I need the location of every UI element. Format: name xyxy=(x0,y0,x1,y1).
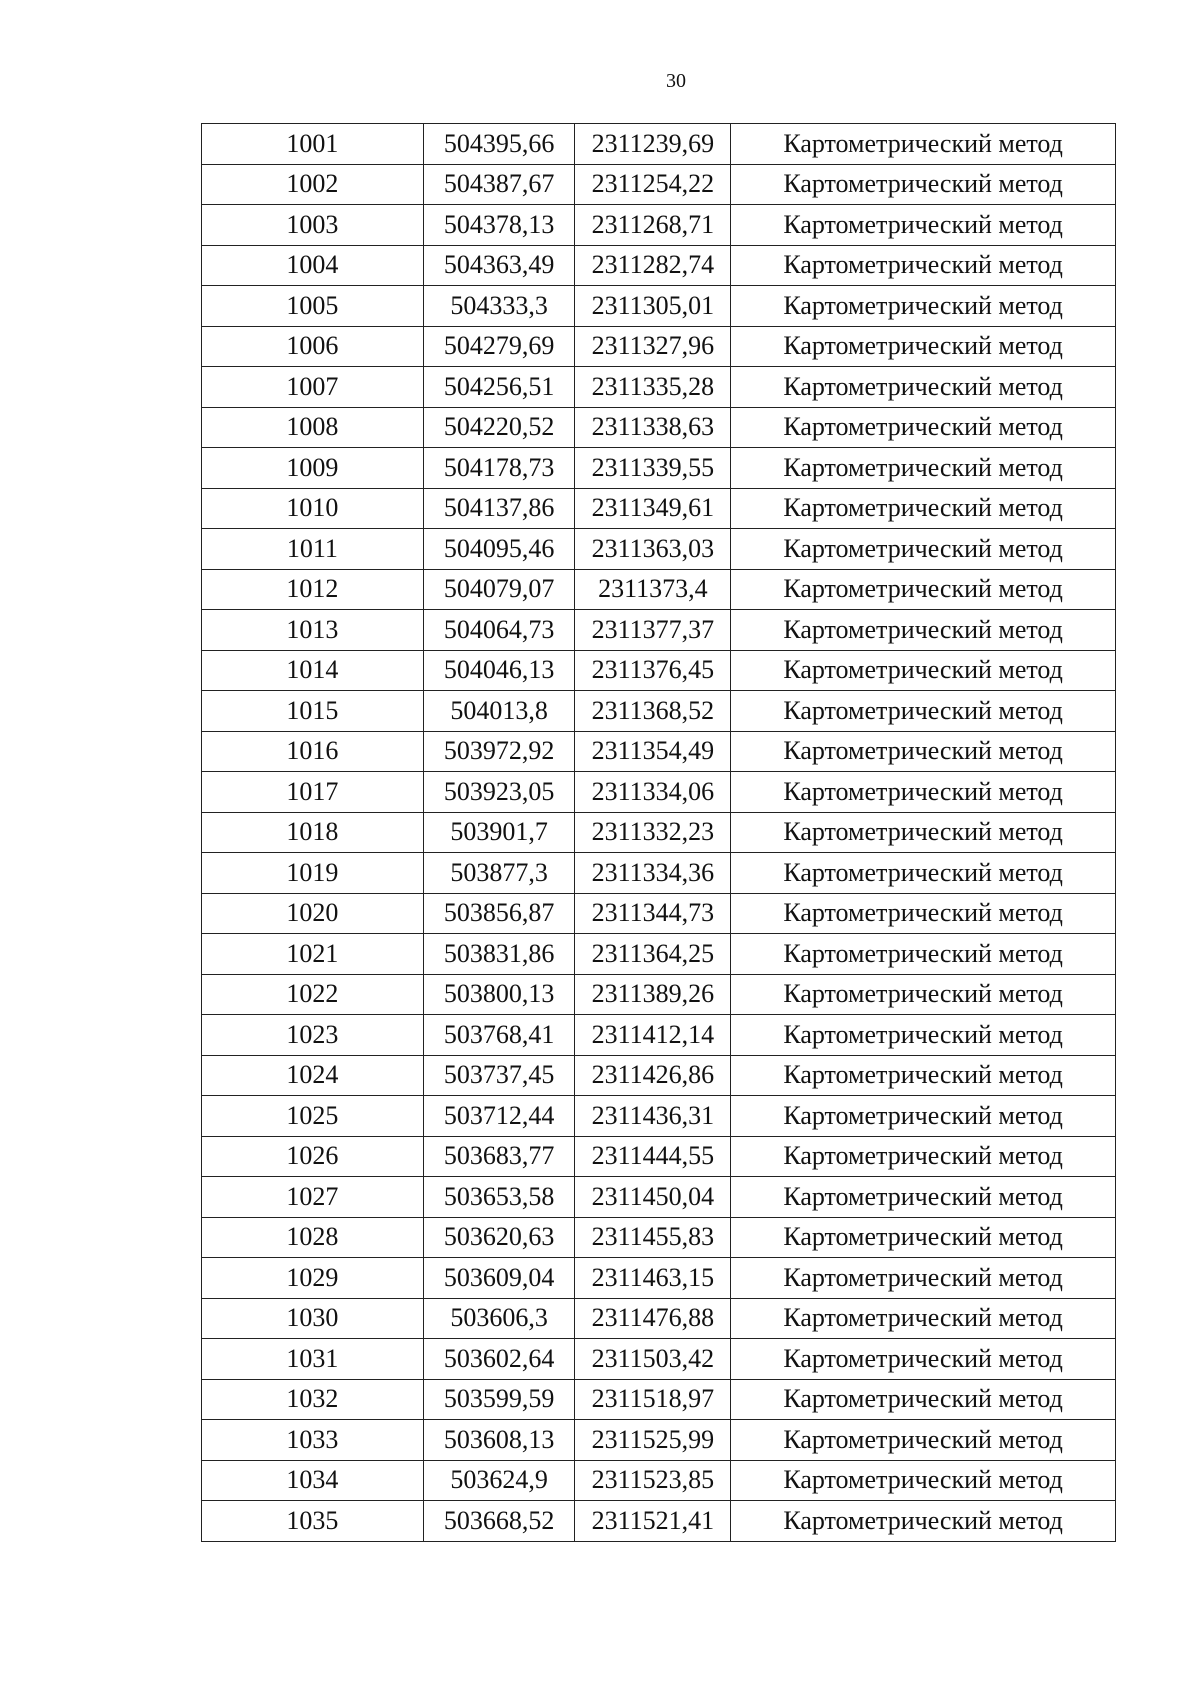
point-number-cell: 1018 xyxy=(202,812,424,853)
table-row xyxy=(202,893,1116,934)
table-row xyxy=(202,1015,1116,1056)
x-coordinate-cell: 503972,92 xyxy=(423,731,575,772)
point-number-cell: 1020 xyxy=(202,893,424,934)
table-row xyxy=(202,124,1116,165)
y-coordinate-cell: 2311332,23 xyxy=(575,812,731,853)
method-cell: Картометрический метод xyxy=(731,1136,1116,1177)
x-coordinate-cell: 504387,67 xyxy=(423,164,575,205)
point-number-cell: 1022 xyxy=(202,974,424,1015)
y-coordinate-cell: 2311476,88 xyxy=(575,1298,731,1339)
x-coordinate-cell: 503683,77 xyxy=(423,1136,575,1177)
table-row xyxy=(202,772,1116,813)
y-coordinate-cell: 2311268,71 xyxy=(575,205,731,246)
point-number-cell: 1025 xyxy=(202,1096,424,1137)
table-row xyxy=(202,529,1116,570)
method-cell: Картометрический метод xyxy=(731,1217,1116,1258)
point-number-cell: 1003 xyxy=(202,205,424,246)
point-number-cell: 1013 xyxy=(202,610,424,651)
table-row xyxy=(202,1379,1116,1420)
y-coordinate-cell: 2311436,31 xyxy=(575,1096,731,1137)
table-row xyxy=(202,1136,1116,1177)
point-number-cell: 1030 xyxy=(202,1298,424,1339)
method-cell: Картометрический метод xyxy=(731,691,1116,732)
y-coordinate-cell: 2311525,99 xyxy=(575,1420,731,1461)
y-coordinate-cell: 2311334,36 xyxy=(575,853,731,894)
point-number-cell: 1007 xyxy=(202,367,424,408)
x-coordinate-cell: 503831,86 xyxy=(423,934,575,975)
method-cell: Картометрический метод xyxy=(731,610,1116,651)
method-cell: Картометрический метод xyxy=(731,286,1116,327)
y-coordinate-cell: 2311518,97 xyxy=(575,1379,731,1420)
table-row xyxy=(202,1420,1116,1461)
table-row xyxy=(202,407,1116,448)
x-coordinate-cell: 504178,73 xyxy=(423,448,575,489)
point-number-cell: 1035 xyxy=(202,1501,424,1542)
method-cell: Картометрический метод xyxy=(731,1096,1116,1137)
point-number-cell: 1005 xyxy=(202,286,424,327)
table-row xyxy=(202,974,1116,1015)
method-cell: Картометрический метод xyxy=(731,650,1116,691)
method-cell: Картометрический метод xyxy=(731,529,1116,570)
x-coordinate-cell: 503653,58 xyxy=(423,1177,575,1218)
y-coordinate-cell: 2311364,25 xyxy=(575,934,731,975)
point-number-cell: 1012 xyxy=(202,569,424,610)
y-coordinate-cell: 2311327,96 xyxy=(575,326,731,367)
x-coordinate-cell: 503923,05 xyxy=(423,772,575,813)
table-row xyxy=(202,691,1116,732)
table-row xyxy=(202,488,1116,529)
x-coordinate-cell: 503712,44 xyxy=(423,1096,575,1137)
method-cell: Картометрический метод xyxy=(731,407,1116,448)
table-row xyxy=(202,1501,1116,1542)
x-coordinate-cell: 503602,64 xyxy=(423,1339,575,1380)
y-coordinate-cell: 2311282,74 xyxy=(575,245,731,286)
table-row xyxy=(202,731,1116,772)
x-coordinate-cell: 503877,3 xyxy=(423,853,575,894)
x-coordinate-cell: 503620,63 xyxy=(423,1217,575,1258)
table-row xyxy=(202,853,1116,894)
method-cell: Картометрический метод xyxy=(731,205,1116,246)
x-coordinate-cell: 503609,04 xyxy=(423,1258,575,1299)
table-row xyxy=(202,1339,1116,1380)
y-coordinate-cell: 2311334,06 xyxy=(575,772,731,813)
x-coordinate-cell: 504279,69 xyxy=(423,326,575,367)
point-number-cell: 1023 xyxy=(202,1015,424,1056)
method-cell: Картометрический метод xyxy=(731,1339,1116,1380)
point-number-cell: 1006 xyxy=(202,326,424,367)
x-coordinate-cell: 504395,66 xyxy=(423,124,575,165)
x-coordinate-cell: 504363,49 xyxy=(423,245,575,286)
table-row xyxy=(202,812,1116,853)
method-cell: Картометрический метод xyxy=(731,772,1116,813)
method-cell: Картометрический метод xyxy=(731,448,1116,489)
x-coordinate-cell: 504333,3 xyxy=(423,286,575,327)
table-row xyxy=(202,1177,1116,1218)
y-coordinate-cell: 2311363,03 xyxy=(575,529,731,570)
x-coordinate-cell: 503599,59 xyxy=(423,1379,575,1420)
point-number-cell: 1016 xyxy=(202,731,424,772)
x-coordinate-cell: 503768,41 xyxy=(423,1015,575,1056)
x-coordinate-cell: 503856,87 xyxy=(423,893,575,934)
y-coordinate-cell: 2311444,55 xyxy=(575,1136,731,1177)
point-number-cell: 1033 xyxy=(202,1420,424,1461)
x-coordinate-cell: 504064,73 xyxy=(423,610,575,651)
point-number-cell: 1021 xyxy=(202,934,424,975)
y-coordinate-cell: 2311339,55 xyxy=(575,448,731,489)
point-number-cell: 1027 xyxy=(202,1177,424,1218)
table-row xyxy=(202,245,1116,286)
table-row xyxy=(202,164,1116,205)
table-row xyxy=(202,650,1116,691)
point-number-cell: 1001 xyxy=(202,124,424,165)
point-number-cell: 1010 xyxy=(202,488,424,529)
point-number-cell: 1034 xyxy=(202,1460,424,1501)
point-number-cell: 1014 xyxy=(202,650,424,691)
x-coordinate-cell: 504095,46 xyxy=(423,529,575,570)
y-coordinate-cell: 2311455,83 xyxy=(575,1217,731,1258)
method-cell: Картометрический метод xyxy=(731,1177,1116,1218)
point-number-cell: 1017 xyxy=(202,772,424,813)
table-row xyxy=(202,934,1116,975)
y-coordinate-cell: 2311254,22 xyxy=(575,164,731,205)
table-row xyxy=(202,205,1116,246)
method-cell: Картометрический метод xyxy=(731,326,1116,367)
table-row xyxy=(202,1460,1116,1501)
y-coordinate-cell: 2311426,86 xyxy=(575,1055,731,1096)
method-cell: Картометрический метод xyxy=(731,1258,1116,1299)
table-row xyxy=(202,326,1116,367)
point-number-cell: 1019 xyxy=(202,853,424,894)
point-number-cell: 1028 xyxy=(202,1217,424,1258)
method-cell: Картометрический метод xyxy=(731,731,1116,772)
y-coordinate-cell: 2311335,28 xyxy=(575,367,731,408)
table-row xyxy=(202,569,1116,610)
table-row xyxy=(202,367,1116,408)
x-coordinate-cell: 504137,86 xyxy=(423,488,575,529)
point-number-cell: 1011 xyxy=(202,529,424,570)
method-cell: Картометрический метод xyxy=(731,974,1116,1015)
method-cell: Картометрический метод xyxy=(731,1055,1116,1096)
point-number-cell: 1015 xyxy=(202,691,424,732)
y-coordinate-cell: 2311373,4 xyxy=(575,569,731,610)
table-row xyxy=(202,1055,1116,1096)
x-coordinate-cell: 504046,13 xyxy=(423,650,575,691)
method-cell: Картометрический метод xyxy=(731,934,1116,975)
coordinates-table-body xyxy=(202,124,1116,1542)
table-row xyxy=(202,286,1116,327)
method-cell: Картометрический метод xyxy=(731,1501,1116,1542)
x-coordinate-cell: 503668,52 xyxy=(423,1501,575,1542)
y-coordinate-cell: 2311503,42 xyxy=(575,1339,731,1380)
method-cell: Картометрический метод xyxy=(731,1298,1116,1339)
x-coordinate-cell: 504079,07 xyxy=(423,569,575,610)
method-cell: Картометрический метод xyxy=(731,164,1116,205)
x-coordinate-cell: 503608,13 xyxy=(423,1420,575,1461)
y-coordinate-cell: 2311354,49 xyxy=(575,731,731,772)
x-coordinate-cell: 504220,52 xyxy=(423,407,575,448)
y-coordinate-cell: 2311368,52 xyxy=(575,691,731,732)
x-coordinate-cell: 504256,51 xyxy=(423,367,575,408)
method-cell: Картометрический метод xyxy=(731,367,1116,408)
table-row xyxy=(202,1298,1116,1339)
y-coordinate-cell: 2311412,14 xyxy=(575,1015,731,1056)
table-row xyxy=(202,448,1116,489)
method-cell: Картометрический метод xyxy=(731,1379,1116,1420)
point-number-cell: 1024 xyxy=(202,1055,424,1096)
point-number-cell: 1002 xyxy=(202,164,424,205)
method-cell: Картометрический метод xyxy=(731,893,1116,934)
y-coordinate-cell: 2311463,15 xyxy=(575,1258,731,1299)
y-coordinate-cell: 2311239,69 xyxy=(575,124,731,165)
method-cell: Картометрический метод xyxy=(731,124,1116,165)
y-coordinate-cell: 2311338,63 xyxy=(575,407,731,448)
x-coordinate-cell: 504378,13 xyxy=(423,205,575,246)
y-coordinate-cell: 2311523,85 xyxy=(575,1460,731,1501)
table-row xyxy=(202,1258,1116,1299)
y-coordinate-cell: 2311377,37 xyxy=(575,610,731,651)
method-cell: Картометрический метод xyxy=(731,1420,1116,1461)
y-coordinate-cell: 2311305,01 xyxy=(575,286,731,327)
method-cell: Картометрический метод xyxy=(731,853,1116,894)
point-number-cell: 1009 xyxy=(202,448,424,489)
y-coordinate-cell: 2311376,45 xyxy=(575,650,731,691)
x-coordinate-cell: 503624,9 xyxy=(423,1460,575,1501)
table-row xyxy=(202,610,1116,651)
point-number-cell: 1004 xyxy=(202,245,424,286)
method-cell: Картометрический метод xyxy=(731,1460,1116,1501)
point-number-cell: 1032 xyxy=(202,1379,424,1420)
y-coordinate-cell: 2311389,26 xyxy=(575,974,731,1015)
point-number-cell: 1008 xyxy=(202,407,424,448)
x-coordinate-cell: 503901,7 xyxy=(423,812,575,853)
method-cell: Картометрический метод xyxy=(731,812,1116,853)
table-row xyxy=(202,1217,1116,1258)
y-coordinate-cell: 2311344,73 xyxy=(575,893,731,934)
point-number-cell: 1031 xyxy=(202,1339,424,1380)
method-cell: Картометрический метод xyxy=(731,1015,1116,1056)
method-cell: Картометрический метод xyxy=(731,569,1116,610)
method-cell: Картометрический метод xyxy=(731,245,1116,286)
x-coordinate-cell: 503606,3 xyxy=(423,1298,575,1339)
x-coordinate-cell: 503800,13 xyxy=(423,974,575,1015)
y-coordinate-cell: 2311349,61 xyxy=(575,488,731,529)
x-coordinate-cell: 504013,8 xyxy=(423,691,575,732)
method-cell: Картометрический метод xyxy=(731,488,1116,529)
y-coordinate-cell: 2311450,04 xyxy=(575,1177,731,1218)
y-coordinate-cell: 2311521,41 xyxy=(575,1501,731,1542)
point-number-cell: 1026 xyxy=(202,1136,424,1177)
table-row xyxy=(202,1096,1116,1137)
coordinates-table xyxy=(201,123,1116,1542)
x-coordinate-cell: 503737,45 xyxy=(423,1055,575,1096)
point-number-cell: 1029 xyxy=(202,1258,424,1299)
page-number: 30 xyxy=(666,70,686,92)
